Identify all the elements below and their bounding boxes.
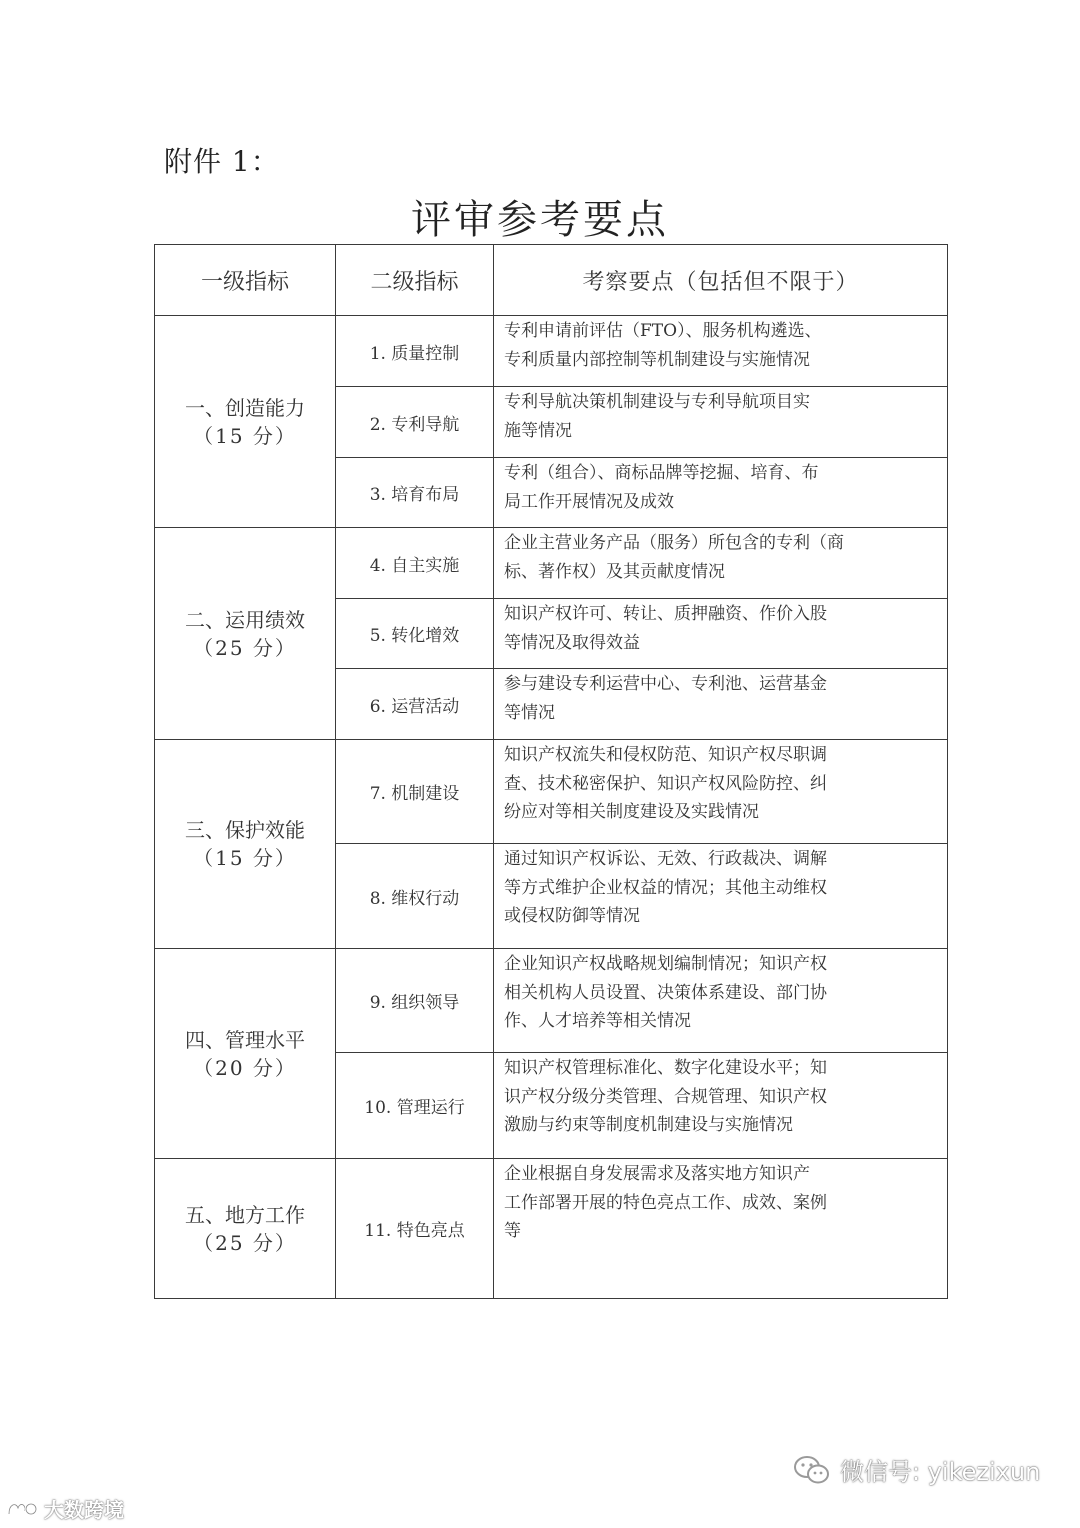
points-line: 专利申请前评估（FTO）、服务机构遴选、 (504, 321, 822, 341)
level1-name: 四、管理水平 (185, 1027, 305, 1052)
watermark-left (6, 1494, 124, 1523)
level2-cell: 6. 运营活动 (336, 669, 494, 740)
level1-name: 二、运用绩效 (185, 607, 305, 632)
level2-cell: 7. 机制建设 (336, 740, 494, 844)
points-line: 作、人才培养等相关情况 (504, 1011, 691, 1031)
level2-cell: 1. 质量控制 (336, 316, 494, 387)
level1-cell (155, 740, 336, 949)
points-line: 查、技术秘密保护、知识产权风险防控、纠 (504, 773, 827, 794)
table-row (155, 949, 948, 1053)
watermark-left-text: 大数跨境 (44, 1498, 124, 1522)
points-line: 局工作开展情况及成效 (504, 491, 674, 512)
level1-cell (155, 1159, 336, 1299)
page-title: 评审参考要点 (411, 197, 669, 243)
level2-cell: 11. 特色亮点 (336, 1159, 494, 1299)
points-line: 专利（组合）、商标品牌等挖掘、培育、布 (504, 463, 819, 483)
points-cell (494, 458, 948, 528)
level1-name: 一、创造能力 (185, 395, 305, 420)
points-cell (494, 316, 948, 387)
points-line: 或侵权防御等情况 (504, 906, 640, 926)
review-table (154, 244, 948, 1299)
points-line: 等情况及取得效益 (504, 632, 640, 653)
points-line: 专利质量内部控制等机制建设与实施情况 (504, 349, 810, 370)
points-cell (494, 1053, 948, 1159)
points-line: 标、著作权）及其贡献度情况 (504, 561, 725, 582)
points-line: 等情况 (504, 702, 555, 723)
points-cell (494, 844, 948, 949)
points-cell (494, 387, 948, 458)
level1-name: 五、地方工作 (185, 1202, 305, 1227)
level1-name: 三、保护效能 (185, 818, 305, 842)
points-line: 等方式维护企业权益的情况；其他主动维权 (504, 877, 827, 898)
level1-score: （15 分） (193, 423, 297, 448)
level2-cell: 2. 专利导航 (336, 387, 494, 458)
points-line: 通过知识产权诉讼、无效、行政裁决、调解 (504, 849, 827, 869)
attachment-label: 附件 1： (164, 145, 280, 178)
table-row (155, 1159, 948, 1299)
level1-cell (155, 949, 336, 1159)
points-line: 知识产权流失和侵权防范、知识产权尽职调 (504, 745, 827, 765)
points-cell (494, 740, 948, 844)
level2-cell: 3. 培育布局 (336, 458, 494, 528)
points-line: 激励与约束等制度机制建设与实施情况 (504, 1115, 793, 1135)
points-cell (494, 1159, 948, 1299)
level1-score: （15 分） (193, 846, 297, 870)
points-line: 企业主营业务产品（服务）所包含的专利（商 (504, 533, 844, 553)
points-line: 专利导航决策机制建设与专利导航项目实 (504, 392, 810, 412)
level1-score: （25 分） (193, 635, 297, 660)
points-line: 参与建设专利运营中心、专利池、运营基金 (504, 674, 827, 694)
header-level2: 二级指标 (336, 245, 494, 316)
level2-cell: 8. 维权行动 (336, 844, 494, 949)
points-line: 相关机构人员设置、决策体系建设、部门协 (504, 982, 827, 1003)
header-level1: 一级指标 (155, 245, 336, 316)
watermark-right (792, 1452, 1040, 1487)
level2-cell: 4. 自主实施 (336, 528, 494, 599)
level1-score: （25 分） (193, 1230, 297, 1255)
table-row (155, 528, 948, 599)
points-line: 知识产权许可、转让、质押融资、作价入股 (504, 604, 827, 624)
points-line: 施等情况 (504, 420, 572, 441)
points-cell (494, 599, 948, 669)
header-points: 考察要点（包括但不限于） (494, 245, 948, 316)
points-line: 企业知识产权战略规划编制情况；知识产权 (504, 954, 827, 974)
points-line: 企业根据自身发展需求及落实地方知识产 (504, 1164, 810, 1184)
level2-cell: 10. 管理运行 (336, 1053, 494, 1159)
points-line: 等 (504, 1221, 521, 1241)
level2-cell: 9. 组织领导 (336, 949, 494, 1053)
level1-cell (155, 528, 336, 740)
level1-cell (155, 316, 336, 528)
points-line: 纷应对等相关制度建设及实践情况 (504, 802, 759, 822)
points-line: 工作部署开展的特色亮点工作、成效、案例 (504, 1192, 827, 1213)
level1-score: （20 分） (193, 1055, 297, 1080)
table-row (155, 316, 948, 387)
points-line: 知识产权管理标准化、数字化建设水平；知 (504, 1058, 827, 1078)
points-cell (494, 528, 948, 599)
brand-logo-icon (6, 1500, 40, 1518)
table-row (155, 740, 948, 844)
table-header-row (155, 245, 948, 316)
points-line: 识产权分级分类管理、合规管理、知识产权 (504, 1086, 827, 1107)
level2-cell: 5. 转化增效 (336, 599, 494, 669)
watermark-right-text: 微信号: yikezixun (840, 1458, 1041, 1486)
wechat-icon (792, 1454, 832, 1486)
points-cell (494, 949, 948, 1053)
points-cell (494, 669, 948, 740)
